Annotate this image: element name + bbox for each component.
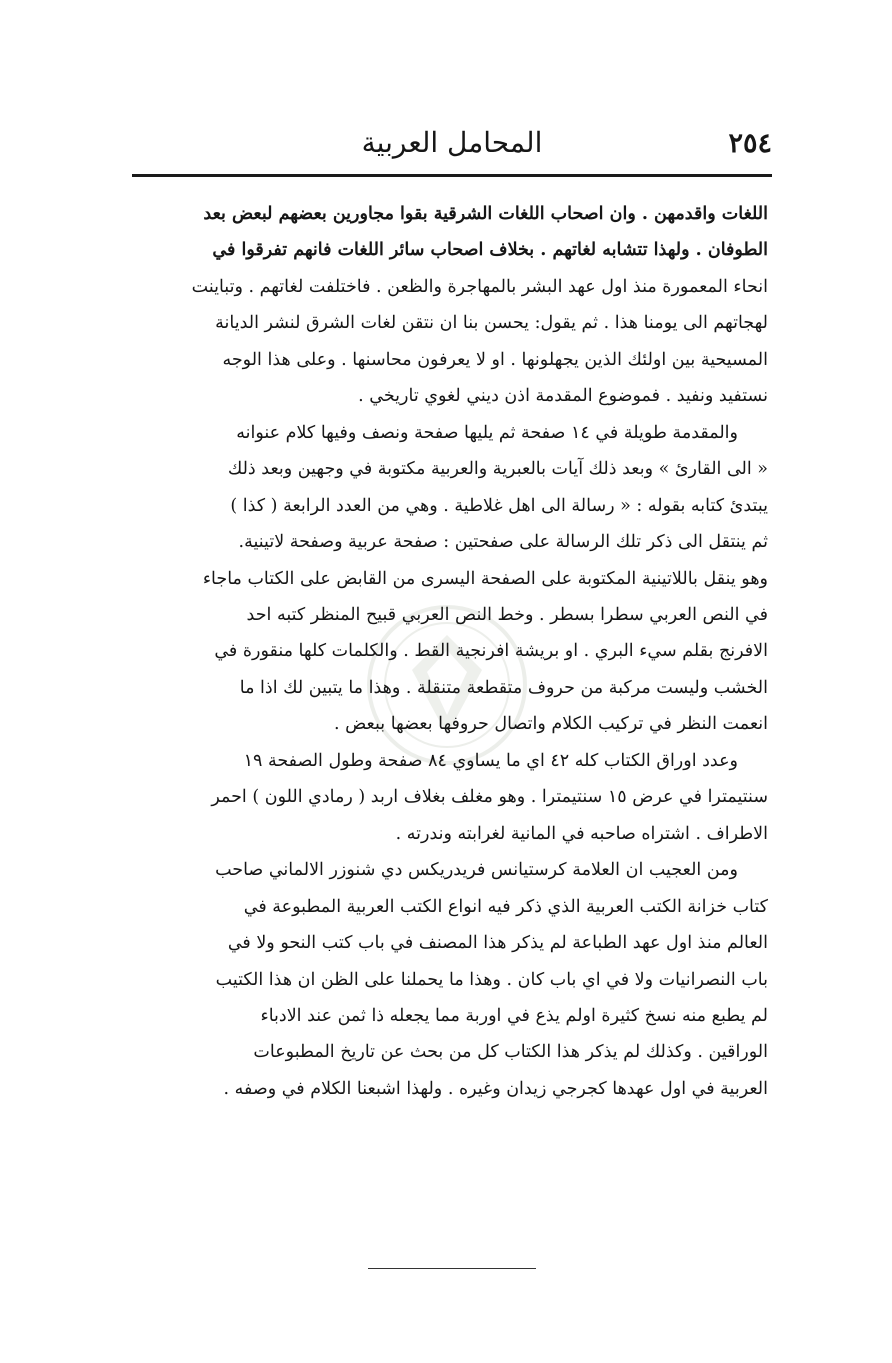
- page-header: [132, 122, 772, 174]
- text-line: لم يطبع منه نسخ كثيرة اولم يذع في اوربة مما يجعله ذا ثمن عند الادباء: [260, 1005, 768, 1026]
- paragraph-3: [140, 743, 768, 852]
- running-title: المحامل العربية: [361, 126, 543, 159]
- text-line: « الى القارئ » وبعد ذلك آيات بالعبرية والعربية مكتوبة في وجهين وبعد ذلك: [227, 459, 768, 480]
- text-line: الوراقين . وكذلك لم يذكر هذا الكتاب كل من بحث عن تاريخ المطبوعات: [253, 1042, 768, 1063]
- text-line: في النص العربي سطرا بسطر . وخط النص العربي قبيح المنظر كتبه احد: [246, 604, 768, 625]
- text-line: الخشب وليست مركبة من حروف متقطعة متنقلة . وهذا ما يتبين لك اذا ما: [239, 677, 768, 698]
- text-line: الطوفان . ولهذا تتشابه لغاتهم . بخلاف اصحاب سائر اللغات فانهم تفرقوا في: [212, 240, 768, 261]
- text-line: باب النصرانيات ولا في اي باب كان . وهذا ما يحملنا على الظن ان هذا الكتيب: [215, 969, 768, 990]
- header-rule: [132, 174, 772, 177]
- text-line: ومن العجيب ان العلامة كرستيانس فريدريكس دي شنوزر الالماني صاحب: [215, 860, 738, 881]
- text-line: انعمت النظر في تركيب الكلام واتصال حروفها بعضها ببعض .: [333, 714, 768, 735]
- paragraph-1: [140, 196, 768, 415]
- text-line: كتاب خزانة الكتب العربية الذي ذكر فيه انواع الكتب العربية المطبوعة في: [243, 896, 768, 917]
- end-rule: [368, 1268, 536, 1269]
- page-number: ٢٥٤: [728, 128, 772, 159]
- text-line: سنتيمترا في عرض ١٥ سنتيمترا . وهو مغلف بغلاف اربد ( رمادي اللون ) احمر: [211, 787, 768, 808]
- text-line: وعدد اوراق الكتاب كله ٤٢ اي ما يساوي ٨٤ صفحة وطول الصفحة ١٩: [243, 750, 738, 771]
- text-line: نستفيد ونفيد . فموضوع المقدمة اذن ديني لغوي تاريخي .: [358, 386, 768, 407]
- text-line: ثم ينتقل الى ذكر تلك الرسالة على صفحتين : صفحة عربية وصفحة لاتينية.: [238, 532, 768, 553]
- text-line: الافرنج بقلم سيء البري . او بريشة افرنجية القط . والكلمات كلها منقورة في: [214, 641, 768, 662]
- paragraph-4: [140, 852, 768, 1107]
- text-line: العربية في اول عهدها كجرجي زيدان وغيره . ولهذا اشبعنا الكلام في وصفه .: [223, 1078, 768, 1099]
- text-line: انحاء المعمورة منذ اول عهد البشر بالمهاجرة والظعن . فاختلفت لغاتهم . وتباينت: [191, 276, 768, 297]
- text-line: الاطراف . اشتراه صاحبه في المانية لغرابته وندرته .: [395, 823, 768, 844]
- text-line: لهجاتهم الى يومنا هذا . ثم يقول: يحسن بنا ان نتقن لغات الشرق لنشر الديانة: [215, 313, 768, 334]
- text-line: العالم منذ اول عهد الطباعة لم يذكر هذا المصنف في باب كتب النحو ولا في: [227, 933, 768, 954]
- page-body: [140, 196, 768, 1107]
- paragraph-2: [140, 415, 768, 743]
- text-line: اللغات واقدمهن . وان اصحاب اللغات الشرقية بقوا مجاورين بعضهم لبعض بعد: [203, 204, 768, 224]
- text-line: وهو ينقل باللاتينية المكتوبة على الصفحة اليسرى من القابض على الكتاب ماجاء: [202, 568, 768, 589]
- text-line: يبتدئ كتابه بقوله : « رسالة الى اهل غلاطية . وهي من العدد الرابعة ( كذا ): [230, 495, 768, 516]
- text-line: المسيحية بين اولئك الذين يجهلونها . او لا يعرفون محاسنها . وعلى هذا الوجه: [222, 349, 768, 370]
- text-line: والمقدمة طويلة في ١٤ صفحة ثم يليها صفحة ونصف وفيها كلام عنوانه: [236, 422, 738, 443]
